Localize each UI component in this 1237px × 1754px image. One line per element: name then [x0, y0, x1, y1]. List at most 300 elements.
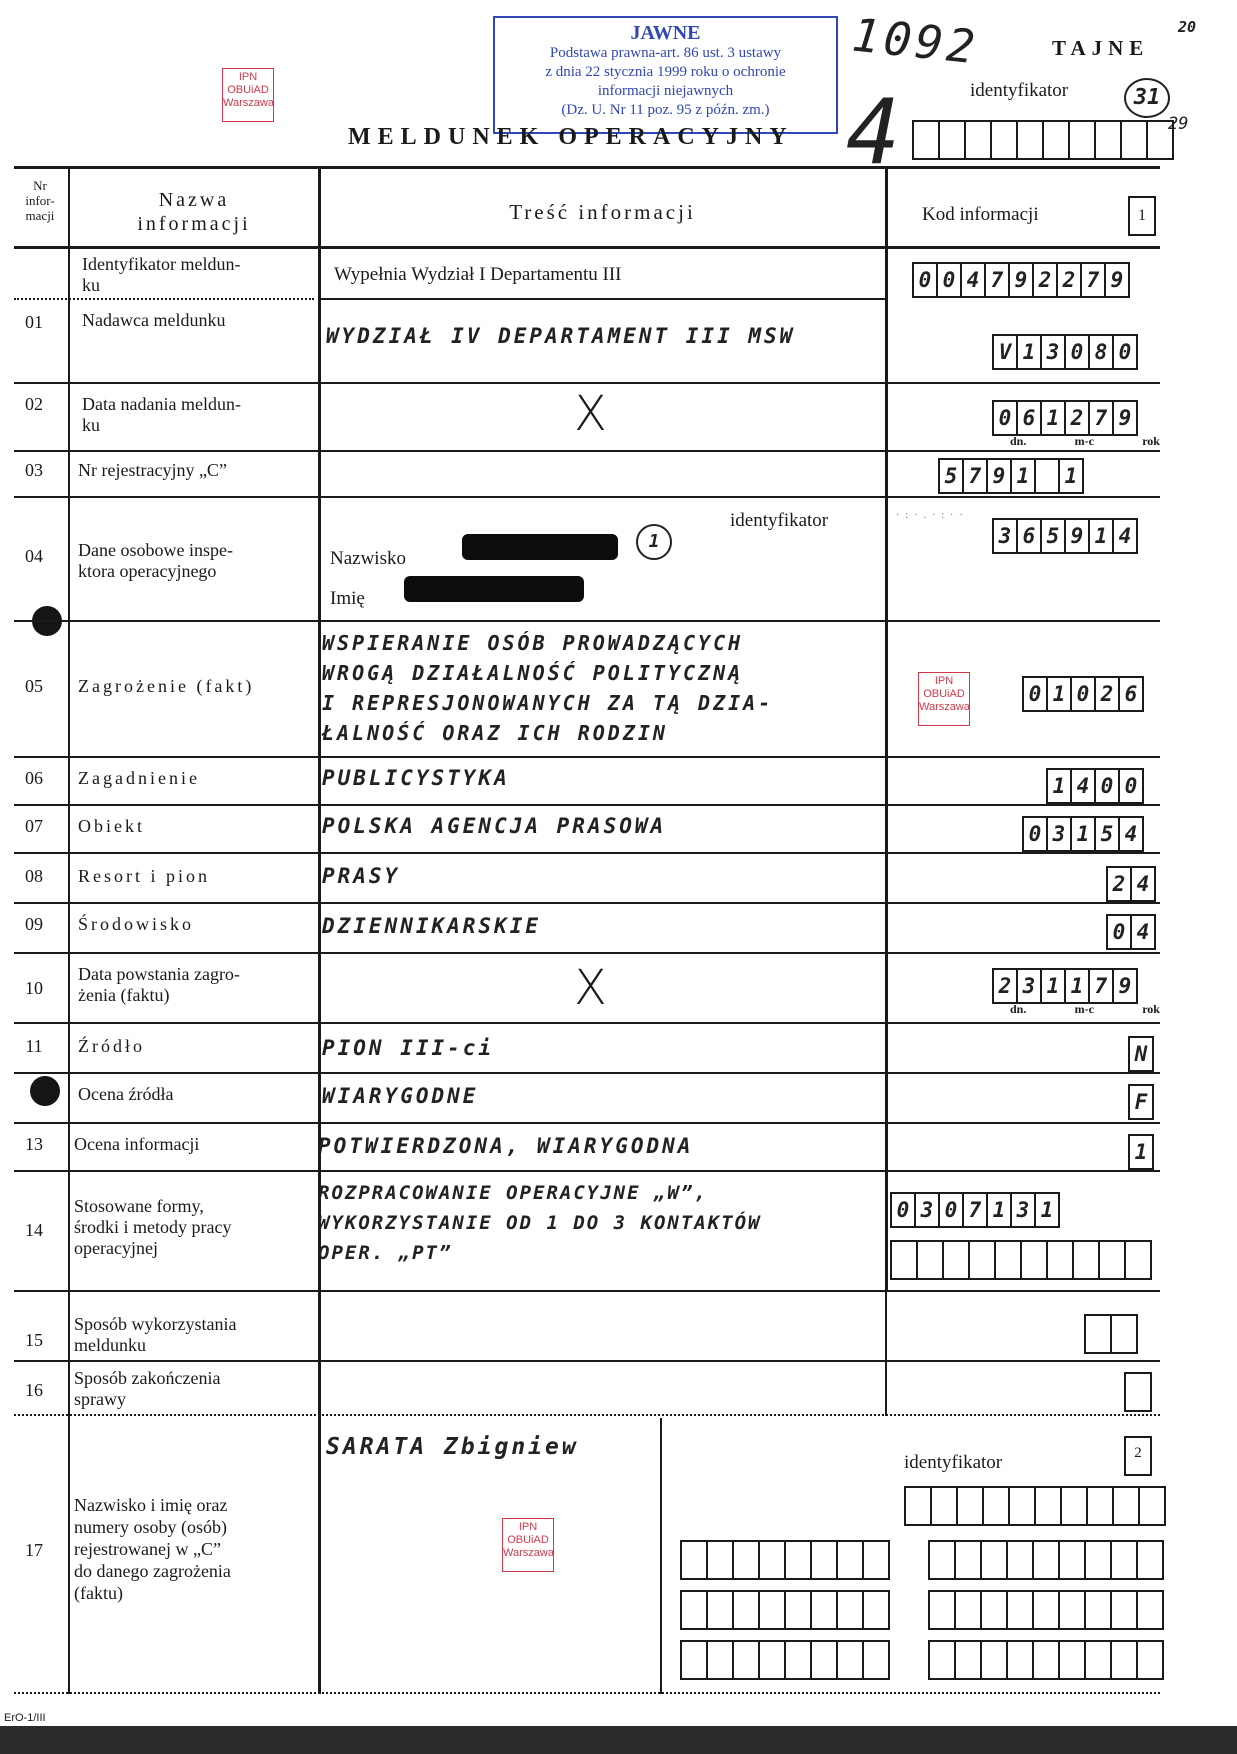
row-nr: 07 — [25, 816, 43, 836]
row-label-ocena-zrodla: Ocena źródła — [78, 1084, 174, 1104]
empty-box — [1060, 1590, 1086, 1630]
empty-box — [982, 1590, 1008, 1630]
person-number-boxes-left — [680, 1540, 890, 1580]
col-divider-content-17 — [660, 1418, 662, 1694]
code-digit-box: 3 — [1048, 816, 1072, 852]
row-divider — [14, 1414, 1160, 1416]
jawne-stamp-line5: (Dz. U. Nr 11 poz. 95 z późn. zm.) — [561, 102, 770, 118]
inspector-surname-label: Nazwisko — [330, 548, 406, 569]
col-header-nr-line: Nr — [33, 178, 47, 193]
identifier-label: identyfikator — [970, 80, 1069, 101]
identifier-note: 29 — [1168, 114, 1189, 134]
row-nr: 14 — [25, 1220, 43, 1240]
empty-box — [708, 1590, 734, 1630]
empty-box — [1060, 1540, 1086, 1580]
empty-box — [1086, 1590, 1112, 1630]
empty-box — [1034, 1540, 1060, 1580]
code-digit-box: 2 — [1066, 400, 1090, 436]
code-digit-box: 0 — [1106, 914, 1132, 950]
row-label-line: środki i metody pracy — [74, 1217, 232, 1237]
row-divider — [14, 620, 1160, 622]
punch-hole — [30, 1076, 60, 1106]
empty-box — [1112, 1540, 1138, 1580]
row-nr: 15 — [25, 1330, 43, 1350]
code-stosowane-formy-empty — [890, 1240, 1152, 1280]
row-divider — [14, 1360, 1160, 1362]
row-nr: 11 — [25, 1036, 43, 1056]
code-srodowisko — [1106, 914, 1156, 950]
content-line: WROGĄ DZIAŁALNOŚĆ POLITYCZNĄ — [322, 661, 744, 685]
empty-box — [956, 1640, 982, 1680]
ipn-stamp-top — [222, 68, 274, 122]
code-data-powstania — [992, 968, 1138, 1004]
empty-box — [838, 1590, 864, 1630]
ipn-stamp-line: OBUiAD — [227, 84, 269, 96]
empty-box — [1062, 1486, 1088, 1526]
code-digit-box: 7 — [1090, 400, 1114, 436]
person-number-boxes-right — [928, 1540, 1164, 1580]
jawne-stamp-title: JAWNE — [630, 22, 701, 44]
row-content-zagadnienie: PUBLICYSTYKA — [322, 766, 510, 790]
code-digit-box: 1 — [1128, 1134, 1154, 1170]
empty-box — [680, 1640, 708, 1680]
row-label-nadawca: Nadawca meldunku — [82, 310, 226, 330]
ipn-stamp-line: OBUiAD — [507, 1534, 549, 1546]
code-digit-box: 0 — [1120, 768, 1144, 804]
empty-box — [1036, 1486, 1062, 1526]
table-top-border — [14, 166, 1160, 169]
row-divider — [320, 298, 885, 300]
row-divider — [14, 902, 1160, 904]
person-number-boxes-left — [680, 1640, 890, 1680]
code-data-nadania — [992, 400, 1138, 436]
scan-noise: ·:·.·:·· — [896, 510, 969, 521]
empty-box — [970, 1240, 996, 1280]
row-label-sposob-zakonczenia — [74, 1368, 220, 1410]
code-digit-box: 3 — [1012, 1192, 1036, 1228]
empty-box — [680, 1590, 708, 1630]
person-identifier-box: 2 — [1124, 1436, 1152, 1476]
empty-box — [708, 1640, 734, 1680]
code-digit-box: 7 — [986, 262, 1010, 298]
row-nr: 01 — [25, 312, 43, 332]
ipn-stamp-line: Warszawa — [503, 1547, 554, 1559]
empty-box — [1008, 1640, 1034, 1680]
empty-box — [760, 1540, 786, 1580]
empty-box — [760, 1640, 786, 1680]
code-digit-box: N — [1128, 1036, 1154, 1072]
empty-box — [1022, 1240, 1048, 1280]
row-label-sposob-wykorzystania — [74, 1314, 236, 1356]
empty-box — [1060, 1640, 1086, 1680]
col-divider-name — [318, 166, 321, 1694]
code-digit-box: 4 — [1132, 914, 1156, 950]
content-line: WYKORZYSTANIE OD 1 DO 3 KONTAKTÓW — [318, 1212, 762, 1234]
row-nr: 04 — [25, 546, 43, 566]
row-label-nazwisko-imie — [74, 1494, 231, 1604]
empty-box — [1008, 1540, 1034, 1580]
classification-note: 20 — [1178, 18, 1197, 36]
code-digit-box: 0 — [940, 1192, 964, 1228]
row-label-srodowisko: Środowisko — [78, 914, 195, 934]
page-title: MELDUNEK OPERACYJNY — [348, 124, 794, 150]
code-caption-day: dn. — [1010, 434, 1027, 448]
identifier-value: 31 — [1124, 78, 1170, 118]
col-header-code: Kod informacji — [922, 204, 1039, 225]
row-label-data-nadania — [82, 394, 241, 436]
ipn-stamp-line: IPN — [518, 1521, 538, 1533]
person-identifier-label: identyfikator — [904, 1452, 1003, 1473]
person-number-boxes-right — [928, 1590, 1164, 1630]
row-label-obiekt: Obiekt — [78, 816, 145, 836]
code-digit-box: 7 — [1090, 968, 1114, 1004]
empty-box — [1100, 1240, 1126, 1280]
row-divider — [14, 756, 1160, 758]
code-digit-box: 1 — [1066, 968, 1090, 1004]
code-inspector-id — [992, 518, 1138, 554]
form-code-footer: ErO-1/III — [4, 1712, 46, 1724]
row-divider — [14, 1170, 1160, 1172]
empty-box — [812, 1590, 838, 1630]
row-label-stosowane-formy — [74, 1196, 231, 1259]
inspector-id-label: identyfikator — [730, 510, 829, 531]
inspector-name-label: Imię — [330, 588, 365, 609]
code-digit-box: 2 — [1106, 866, 1132, 902]
code-digit-box: 3 — [1018, 968, 1042, 1004]
code-digit-box: 1 — [1090, 518, 1114, 554]
empty-box — [708, 1540, 734, 1580]
row-divider — [14, 1290, 1160, 1292]
row-content-nazwisko-imie: SARATA Zbigniew — [326, 1434, 579, 1460]
ipn-stamp-line: IPN — [238, 71, 258, 83]
row-label-line: Sposób zakończenia — [74, 1368, 221, 1388]
code-digit-box: 4 — [962, 262, 986, 298]
code-digit-box: 3 — [916, 1192, 940, 1228]
col-divider-nr — [68, 166, 70, 1694]
code-digit-box: F — [1128, 1084, 1154, 1120]
scan-edge — [0, 1726, 1237, 1754]
row-label-line: żenia (faktu) — [78, 985, 170, 1005]
empty-box — [1114, 1486, 1140, 1526]
row-label-line: meldunku — [74, 1335, 146, 1355]
row-nr: 08 — [25, 866, 43, 886]
code-digit-box: 0 — [890, 1192, 916, 1228]
content-line: ŁALNOŚĆ ORAZ ICH RODZIN — [322, 721, 668, 745]
row-content-srodowisko: DZIENNIKARSKIE — [322, 914, 542, 938]
row-content-nadawca: WYDZIAŁ IV DEPARTAMENT III MSW — [326, 324, 796, 348]
empty-box — [1034, 1590, 1060, 1630]
id-box — [912, 120, 940, 160]
empty-box — [1112, 1314, 1138, 1354]
id-box — [1018, 120, 1044, 160]
ipn-stamp-bottom — [502, 1518, 554, 1572]
empty-box — [838, 1540, 864, 1580]
empty-box — [982, 1540, 1008, 1580]
row-content-identyfikator: Wypełnia Wydział I Departamentu III — [334, 264, 622, 285]
row-nr: 02 — [25, 394, 43, 414]
row-nr: 03 — [25, 460, 43, 480]
code-nadawca — [992, 334, 1138, 370]
code-digit-box: 0 — [1072, 676, 1096, 712]
code-digit-box: 1 — [988, 1192, 1012, 1228]
row-label-dane-osobowe — [78, 540, 233, 582]
row-content-stosowane-formy — [318, 1178, 762, 1268]
code-digit-box: 2 — [992, 968, 1018, 1004]
content-line: OPER. „PT” — [318, 1242, 453, 1264]
row-label-line: Nazwisko i imię oraz — [74, 1495, 228, 1515]
code-digit-box: 0 — [1022, 676, 1048, 712]
id-box — [1122, 120, 1148, 160]
row-divider — [14, 1072, 1160, 1074]
row-label-data-powstania — [78, 964, 240, 1006]
row-label-line: operacyjnej — [74, 1238, 158, 1258]
code-digit-box: 5 — [938, 458, 964, 494]
code-zagrozenie — [1022, 676, 1144, 712]
code-digit-box: 4 — [1114, 518, 1138, 554]
row-label-line: ku — [82, 415, 100, 435]
row-content-zrodlo: PION III-ci — [322, 1036, 495, 1060]
empty-box — [838, 1640, 864, 1680]
empty-box — [1086, 1640, 1112, 1680]
row-divider — [14, 382, 1160, 384]
row-content-obiekt: POLSKA AGENCJA PRASOWA — [322, 814, 667, 838]
code-caption-month: m-c — [1074, 434, 1094, 448]
code-digit-box: 9 — [1114, 968, 1138, 1004]
row-label-line: numery osoby (osób) — [74, 1517, 227, 1537]
col-header-name-line2: informacji — [137, 213, 251, 235]
code-identyfikator — [912, 262, 1130, 298]
empty-box — [812, 1640, 838, 1680]
jawne-stamp-line4: informacji niejawnych — [597, 83, 734, 99]
code-caption-day: dn. — [1010, 1002, 1027, 1016]
row-nr: 05 — [25, 676, 43, 696]
code-ocena-informacji — [1128, 1134, 1154, 1170]
jawne-stamp-line2: Podstawa prawna-art. 86 ust. 3 ustawy — [549, 45, 782, 61]
row-content-x-mark: X — [574, 386, 607, 442]
code-digit-box: 2 — [1034, 262, 1058, 298]
code-digit-box: 4 — [1072, 768, 1096, 804]
row-label-identyfikator — [82, 254, 240, 296]
empty-box — [1048, 1240, 1074, 1280]
ipn-stamp-middle — [918, 672, 970, 726]
empty-box — [1138, 1640, 1164, 1680]
code-sposob-wykorzystania — [1084, 1314, 1138, 1354]
row-label-line: Data nadania meldun- — [82, 394, 241, 414]
code-zagadnienie — [1046, 768, 1144, 804]
ipn-stamp-line: OBUiAD — [923, 688, 965, 700]
row-content-x-mark: X — [574, 960, 607, 1016]
id-box — [1148, 120, 1174, 160]
col-header-nr-line: infor- — [25, 193, 55, 208]
id-box — [1096, 120, 1122, 160]
col-header-name — [70, 188, 318, 236]
empty-box — [786, 1590, 812, 1630]
row-label-resort: Resort i pion — [78, 866, 210, 886]
empty-box — [996, 1240, 1022, 1280]
empty-box — [1138, 1590, 1164, 1630]
code-digit-box: 1 — [1036, 1192, 1060, 1228]
id-box — [1070, 120, 1096, 160]
empty-box — [932, 1486, 958, 1526]
row-divider — [14, 1122, 1160, 1124]
empty-box — [734, 1590, 760, 1630]
row-label-zagadnienie: Zagadnienie — [78, 768, 200, 788]
code-digit-box: 5 — [1096, 816, 1120, 852]
code-digit-box: 2 — [1058, 262, 1082, 298]
code-digit-box: 1 — [1012, 458, 1036, 494]
code-digit-box: 1 — [1072, 816, 1096, 852]
row-nr: 13 — [25, 1134, 43, 1154]
code-stosowane-formy — [890, 1192, 1060, 1228]
ipn-stamp-line: IPN — [934, 675, 954, 687]
code-sposob-zakonczenia — [1124, 1372, 1152, 1412]
empty-box — [786, 1540, 812, 1580]
table-bottom-border — [14, 1692, 1160, 1694]
empty-box — [1124, 1372, 1152, 1412]
code-digit-box: 1 — [1046, 768, 1072, 804]
empty-box — [904, 1486, 932, 1526]
empty-box — [928, 1540, 956, 1580]
empty-box — [890, 1240, 918, 1280]
code-digit-box: 1 — [1060, 458, 1084, 494]
row-label-line: do danego zagrożenia — [74, 1561, 231, 1581]
header-identifier-boxes — [912, 120, 1174, 160]
empty-box — [1086, 1540, 1112, 1580]
empty-box — [812, 1540, 838, 1580]
code-digit-box: 0 — [1022, 816, 1048, 852]
empty-box — [1112, 1640, 1138, 1680]
row-label-line: Stosowane formy, — [74, 1196, 204, 1216]
code-zrodlo — [1128, 1036, 1154, 1072]
row-content-ocena-zrodla: WIARYGODNE — [322, 1084, 479, 1108]
code-digit-box: 1 — [1018, 334, 1042, 370]
code-digit-box: 9 — [1010, 262, 1034, 298]
empty-box — [760, 1590, 786, 1630]
row-divider — [14, 496, 1160, 498]
row-label-line: Sposób wykorzystania — [74, 1314, 237, 1334]
empty-box — [956, 1590, 982, 1630]
row-label-nr-rejestracyjny: Nr rejestracyjny „C” — [78, 460, 227, 480]
code-digit-box: 0 — [1114, 334, 1138, 370]
empty-box — [864, 1590, 890, 1630]
empty-box — [1140, 1486, 1166, 1526]
row-label-line: ku — [82, 275, 100, 295]
empty-box — [864, 1540, 890, 1580]
empty-box — [958, 1486, 984, 1526]
row-nr: 09 — [25, 914, 43, 934]
ipn-stamp-line: Warszawa — [223, 97, 274, 109]
empty-box — [982, 1640, 1008, 1680]
row-nr: 10 — [25, 978, 43, 998]
row-divider — [14, 952, 1160, 954]
col-header-nr — [14, 178, 66, 223]
empty-box — [680, 1540, 708, 1580]
code-digit-box: 4 — [1120, 816, 1144, 852]
col-header-nr-line: macji — [25, 208, 55, 223]
empty-box — [918, 1240, 944, 1280]
row-label-zagrozenie: Zagrożenie (fakt) — [78, 676, 255, 696]
row-label-zrodlo: Źródło — [78, 1036, 145, 1056]
row-label-line: Data powstania zagro- — [78, 964, 240, 984]
empty-box — [1126, 1240, 1152, 1280]
row-label-ocena-informacji: Ocena informacji — [74, 1134, 200, 1154]
code-nr-rejestracyjny — [938, 458, 1084, 494]
code-caption-year: rok — [1142, 434, 1160, 448]
code-digit-box: 0 — [1066, 334, 1090, 370]
empty-box — [1138, 1540, 1164, 1580]
handwritten-digit: 4 — [846, 80, 904, 185]
row-nr: 16 — [25, 1380, 43, 1400]
empty-box — [1084, 1314, 1112, 1354]
code-digit-box: 0 — [912, 262, 938, 298]
content-line: ROZPRACOWANIE OPERACYJNE „W”, — [318, 1182, 708, 1204]
code-digit-box: 0 — [1096, 768, 1120, 804]
empty-box — [984, 1486, 1010, 1526]
empty-box — [1074, 1240, 1100, 1280]
col-header-code-box: 1 — [1128, 196, 1156, 236]
circled-annotation: 1 — [636, 524, 672, 560]
empty-box — [734, 1640, 760, 1680]
empty-box — [944, 1240, 970, 1280]
row-divider — [14, 852, 1160, 854]
ipn-stamp-line: Warszawa — [919, 701, 970, 713]
empty-box — [1088, 1486, 1114, 1526]
row-label-line: sprawy — [74, 1389, 126, 1409]
empty-box — [786, 1640, 812, 1680]
code-resort — [1106, 866, 1156, 902]
code-digit-box: 0 — [938, 262, 962, 298]
code-digit-box: 3 — [992, 518, 1018, 554]
row-divider — [14, 298, 314, 300]
code-digit-box: 7 — [964, 458, 988, 494]
row-label-line: Identyfikator meldun- — [82, 254, 241, 274]
code-digit-box: 0 — [992, 400, 1018, 436]
person-number-boxes-left — [680, 1590, 890, 1630]
code-caption — [1010, 434, 1160, 449]
jawne-stamp — [493, 16, 838, 134]
header-bottom-border — [14, 246, 1160, 249]
row-divider — [14, 1022, 1160, 1024]
empty-box — [928, 1640, 956, 1680]
row-divider — [14, 450, 1160, 452]
content-line: I REPRESJONOWANYCH ZA TĄ DZIA- — [322, 691, 774, 715]
col-divider-content — [885, 1290, 887, 1416]
code-digit-box: V — [992, 334, 1018, 370]
person-number-boxes-right — [928, 1640, 1164, 1680]
code-ocena-zrodla — [1128, 1084, 1154, 1120]
code-digit-box: 9 — [988, 458, 1012, 494]
code-obiekt — [1022, 816, 1144, 852]
empty-box — [1010, 1486, 1036, 1526]
code-digit-box: 9 — [1066, 518, 1090, 554]
row-label-line: rejestrowanej w „C” — [74, 1539, 221, 1559]
code-digit-box: 4 — [1132, 866, 1156, 902]
code-digit-box: 6 — [1120, 676, 1144, 712]
row-label-line: Dane osobowe inspe- — [78, 540, 233, 560]
jawne-stamp-line3: z dnia 22 stycznia 1999 roku o ochronie — [545, 64, 786, 80]
empty-box — [928, 1590, 956, 1630]
code-digit-box — [1036, 458, 1060, 494]
code-digit-box: 3 — [1042, 334, 1066, 370]
code-digit-box: 9 — [1106, 262, 1130, 298]
code-digit-box: 6 — [1018, 400, 1042, 436]
id-box — [940, 120, 966, 160]
empty-box — [956, 1540, 982, 1580]
row-divider — [14, 804, 1160, 806]
empty-box — [1008, 1590, 1034, 1630]
empty-box — [1112, 1590, 1138, 1630]
row-nr: 17 — [25, 1540, 43, 1560]
